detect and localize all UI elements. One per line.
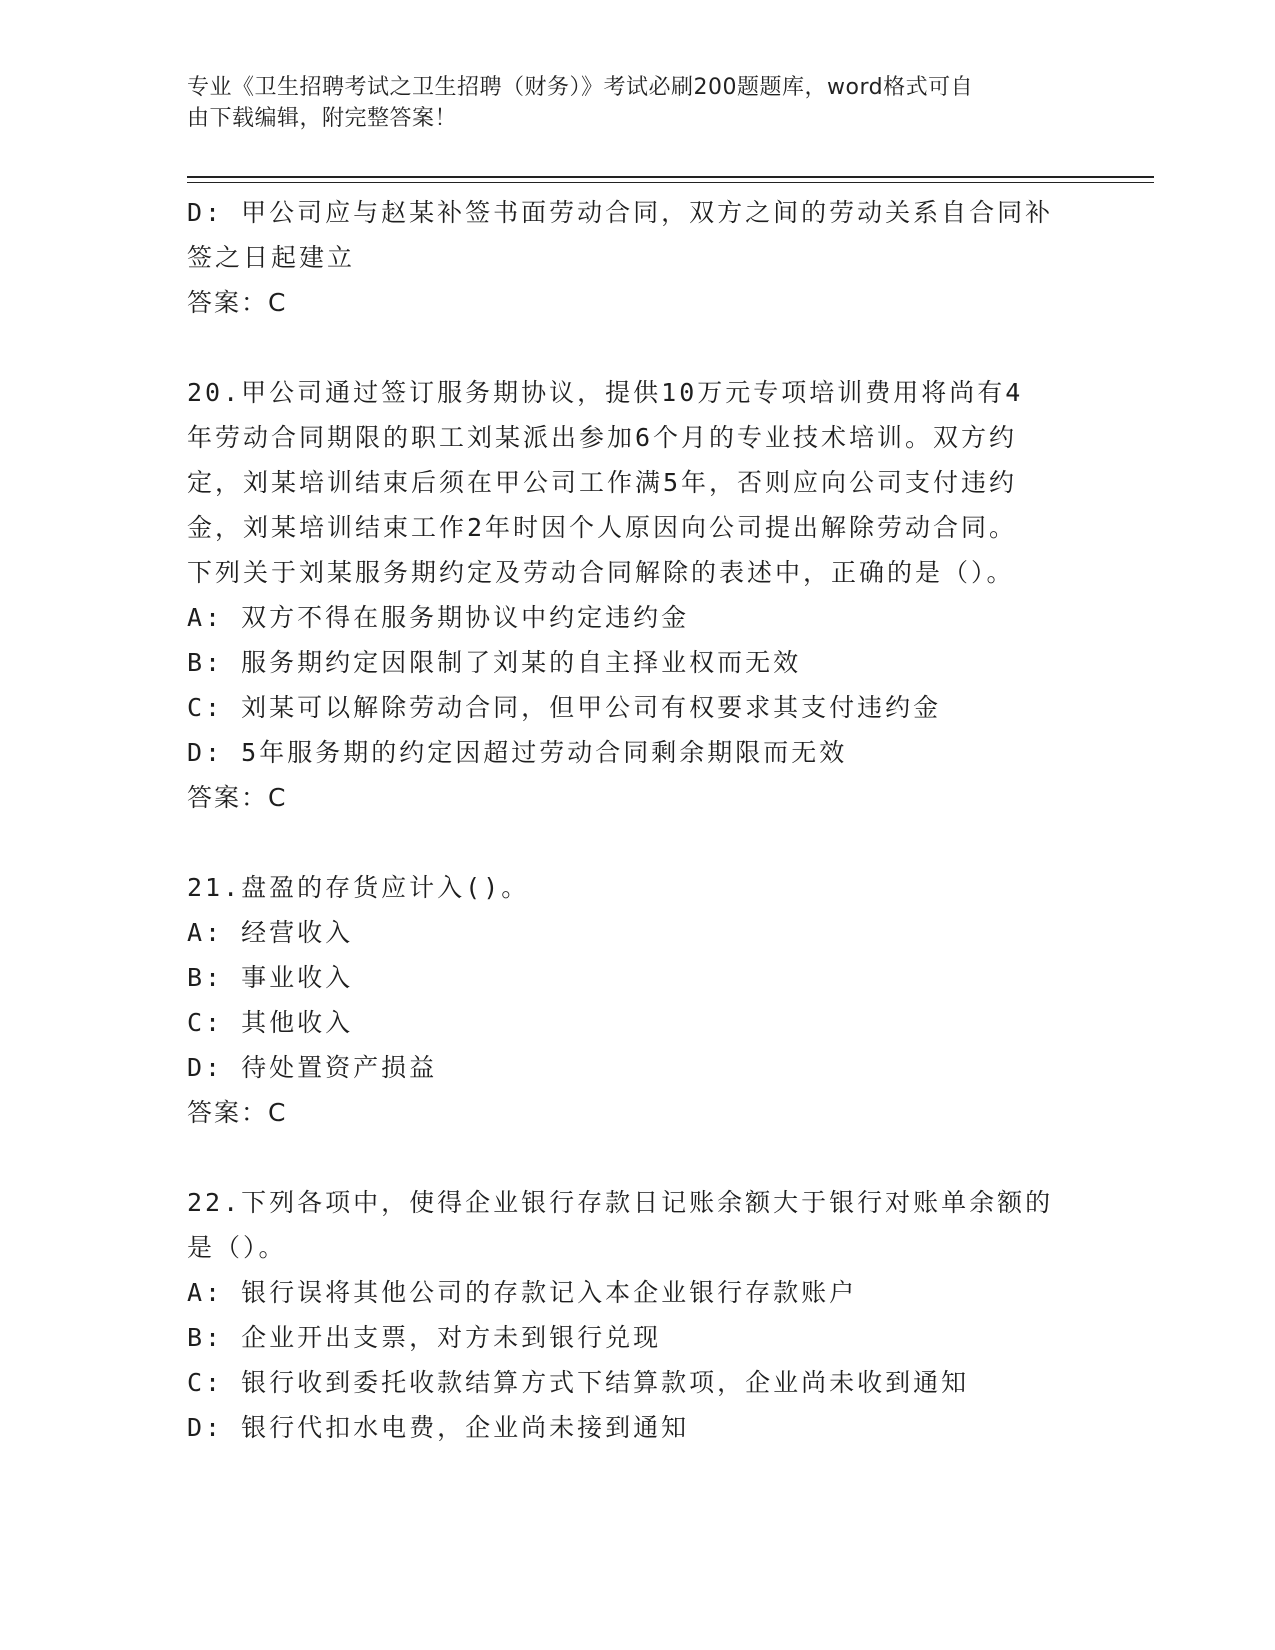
question-stem: 20.甲公司通过签订服务期协议，提供10万元专项培训费用将尚有4 bbox=[187, 378, 1024, 407]
question-block-22 bbox=[187, 1180, 1067, 1450]
option-d: D: 5年服务期的约定因超过劳动合同剩余期限而无效 bbox=[187, 738, 848, 767]
option-a: A: 银行误将其他公司的存款记入本企业银行存款账户 bbox=[187, 1278, 858, 1307]
answer-line: 答案：C bbox=[187, 1098, 288, 1127]
option-c: C: 刘某可以解除劳动合同，但甲公司有权要求其支付违约金 bbox=[187, 693, 942, 722]
option-c: C: 银行收到委托收款结算方式下结算款项，企业尚未收到通知 bbox=[187, 1368, 970, 1397]
question-stem: 是（）。 bbox=[187, 1233, 287, 1262]
option-d: D: 银行代扣水电费，企业尚未接到通知 bbox=[187, 1413, 690, 1442]
option-b: B: 服务期约定因限制了刘某的自主择业权而无效 bbox=[187, 648, 802, 677]
answer-line: 答案：C bbox=[187, 288, 288, 317]
question-block-prev bbox=[187, 190, 1067, 325]
option-d-continued: 签之日起建立 bbox=[187, 243, 356, 272]
option-b: B: 企业开出支票，对方未到银行兑现 bbox=[187, 1323, 662, 1352]
option-a: A: 双方不得在服务期协议中约定违约金 bbox=[187, 603, 690, 632]
option-b: B: 事业收入 bbox=[187, 963, 354, 992]
question-content bbox=[187, 190, 1067, 1450]
header-line: 由下载编辑，附完整答案！ bbox=[187, 106, 458, 131]
spacer bbox=[187, 325, 1067, 370]
question-block-20 bbox=[187, 370, 1067, 820]
question-stem: 年劳动合同期限的职工刘某派出参加6个月的专业技术培训。双方约 bbox=[187, 423, 1018, 452]
answer-line: 答案：C bbox=[187, 783, 288, 812]
question-block-21 bbox=[187, 865, 1067, 1135]
option-d: D: 甲公司应与赵某补签书面劳动合同，双方之间的劳动关系自合同补 bbox=[187, 198, 1054, 227]
spacer bbox=[187, 1135, 1067, 1180]
question-stem: 定，刘某培训结束后须在甲公司工作满5年，否则应向公司支付违约 bbox=[187, 468, 1018, 497]
option-d: D: 待处置资产损益 bbox=[187, 1053, 438, 1082]
option-a: A: 经营收入 bbox=[187, 918, 354, 947]
option-c: C: 其他收入 bbox=[187, 1008, 354, 1037]
document-header bbox=[187, 72, 1067, 134]
spacer bbox=[187, 820, 1067, 865]
question-stem: 22.下列各项中，使得企业银行存款日记账余额大于银行对账单余额的 bbox=[187, 1188, 1054, 1217]
header-line: 专业《卫生招聘考试之卫生招聘（财务）》考试必刷200题题库，word格式可自 bbox=[187, 75, 974, 100]
question-stem: 21.盘盈的存货应计入()。 bbox=[187, 873, 530, 902]
header-rule bbox=[187, 176, 1154, 178]
header-rule-thin bbox=[187, 182, 1154, 183]
question-stem: 下列关于刘某服务期约定及劳动合同解除的表述中，正确的是（）。 bbox=[187, 558, 1015, 587]
question-stem: 金，刘某培训结束工作2年时因个人原因向公司提出解除劳动合同。 bbox=[187, 513, 1018, 542]
